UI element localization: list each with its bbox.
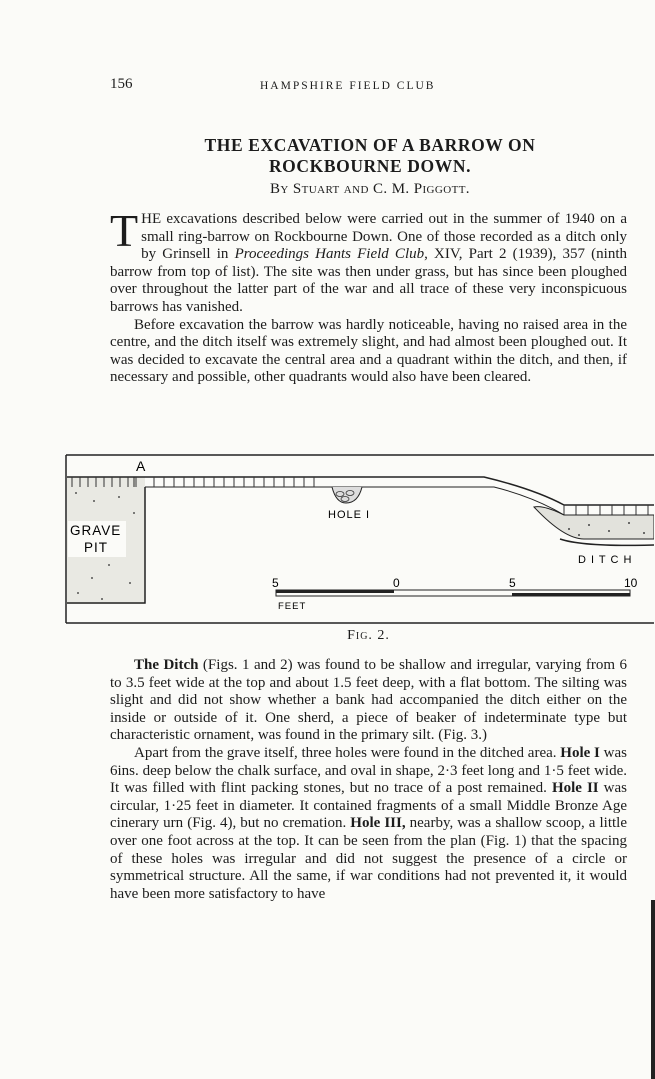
ditch-heading: The Ditch bbox=[134, 657, 199, 673]
scale-tick-2: 0 bbox=[393, 576, 400, 590]
intro-text bbox=[110, 205, 627, 387]
page-number: 156 bbox=[110, 76, 133, 92]
paragraph-2: Before excavation the barrow was hardly noticeable, having no raised area in the centre, and the ditch itself was extremely slight, and had almost been ploughed out. It was decided to excavate the central area and a quadrant within the ditch, and then, if necessary and possible, other quadrants would also have been cleared. bbox=[110, 316, 627, 386]
byline: By Stuart and C. M. Piggott. bbox=[270, 181, 470, 197]
label-a: A bbox=[136, 458, 146, 474]
label-ditch: D I T C H bbox=[578, 554, 633, 566]
paragraph-1: THE excavations described below were carried out in the summer of 1940 on a small ring-barrow on Rockbourne Down. One of those recorded as a ditch only by Grinsell in Proceedings Hants Field Club, XIV, Part 2 (1939), 357 (ninth barrow from top of list). The site was then under grass, but has since been ploughed over throughout the latter part of the war and all trace of these very inconspicuous barrows has vanished. bbox=[110, 205, 627, 315]
section-figure bbox=[64, 453, 654, 625]
hole-1-heading: Hole I bbox=[560, 744, 600, 761]
paragraph-4: Apart from the grave itself, three holes were found in the ditched area. Hole I was 6ins. deep below the chalk surface, and oval in shape, 2·3 feet long and 1·5 feet wide. It was filled with flint packing stones, but no trace of a post remained. Hole II was circular, 1·25 feet in diameter. It contained fragments of a small Middle Bronze Age cinerary urn (Fig. 4), but no cremation. Hole III, nearby, was a shallow scoop, a little over one foot across at the top. It can be seen from the plan (Fig. 1) that the spacing of these holes was irregular and did not suggest the presence of a circle or symmetrical structure. All the same, if war conditions had not prevented it, it would have been more satisfactory to have bbox=[110, 744, 628, 902]
hole-2-heading: Hole II bbox=[551, 780, 599, 797]
scale-tick-1: 5 bbox=[272, 576, 279, 590]
scale-tick-3: 5 bbox=[509, 576, 516, 590]
journal-title: HAMPSHIRE FIELD CLUB bbox=[260, 80, 436, 92]
title-line-1: THE EXCAVATION OF A BARROW ON bbox=[204, 135, 536, 155]
label-grave: GRAVE bbox=[70, 523, 122, 538]
page-edge-shadow bbox=[651, 900, 655, 1079]
title-line-2: ROCKBOURNE DOWN. bbox=[268, 156, 472, 176]
scale-tick-4: 10 bbox=[624, 576, 638, 590]
hole-3-heading: Hole III, bbox=[350, 815, 406, 832]
body-text bbox=[110, 657, 627, 903]
label-hole: HOLE I bbox=[328, 509, 371, 521]
article-title bbox=[110, 135, 630, 177]
citation: Proceedings Hants Field Club bbox=[234, 246, 425, 263]
paragraph-3: The Ditch (Figs. 1 and 2) was found to be shallow and irregular, varying from 6 to 3.5 feet wide at the top and about 1.5 feet deep, with a flat bottom. The silting was slight and did not show whether a bank had accompanied the ditch either on the inside or outside of it. One sherd, a piece of beaker of indeterminate type but characteristic ornament, was found in the primary silt. (Fig. 3.) bbox=[110, 657, 627, 744]
label-pit: PIT bbox=[84, 540, 109, 555]
figure-caption: Fig. 2. bbox=[347, 628, 390, 643]
drop-cap: T bbox=[110, 205, 139, 256]
scale-unit: FEET bbox=[278, 601, 307, 612]
